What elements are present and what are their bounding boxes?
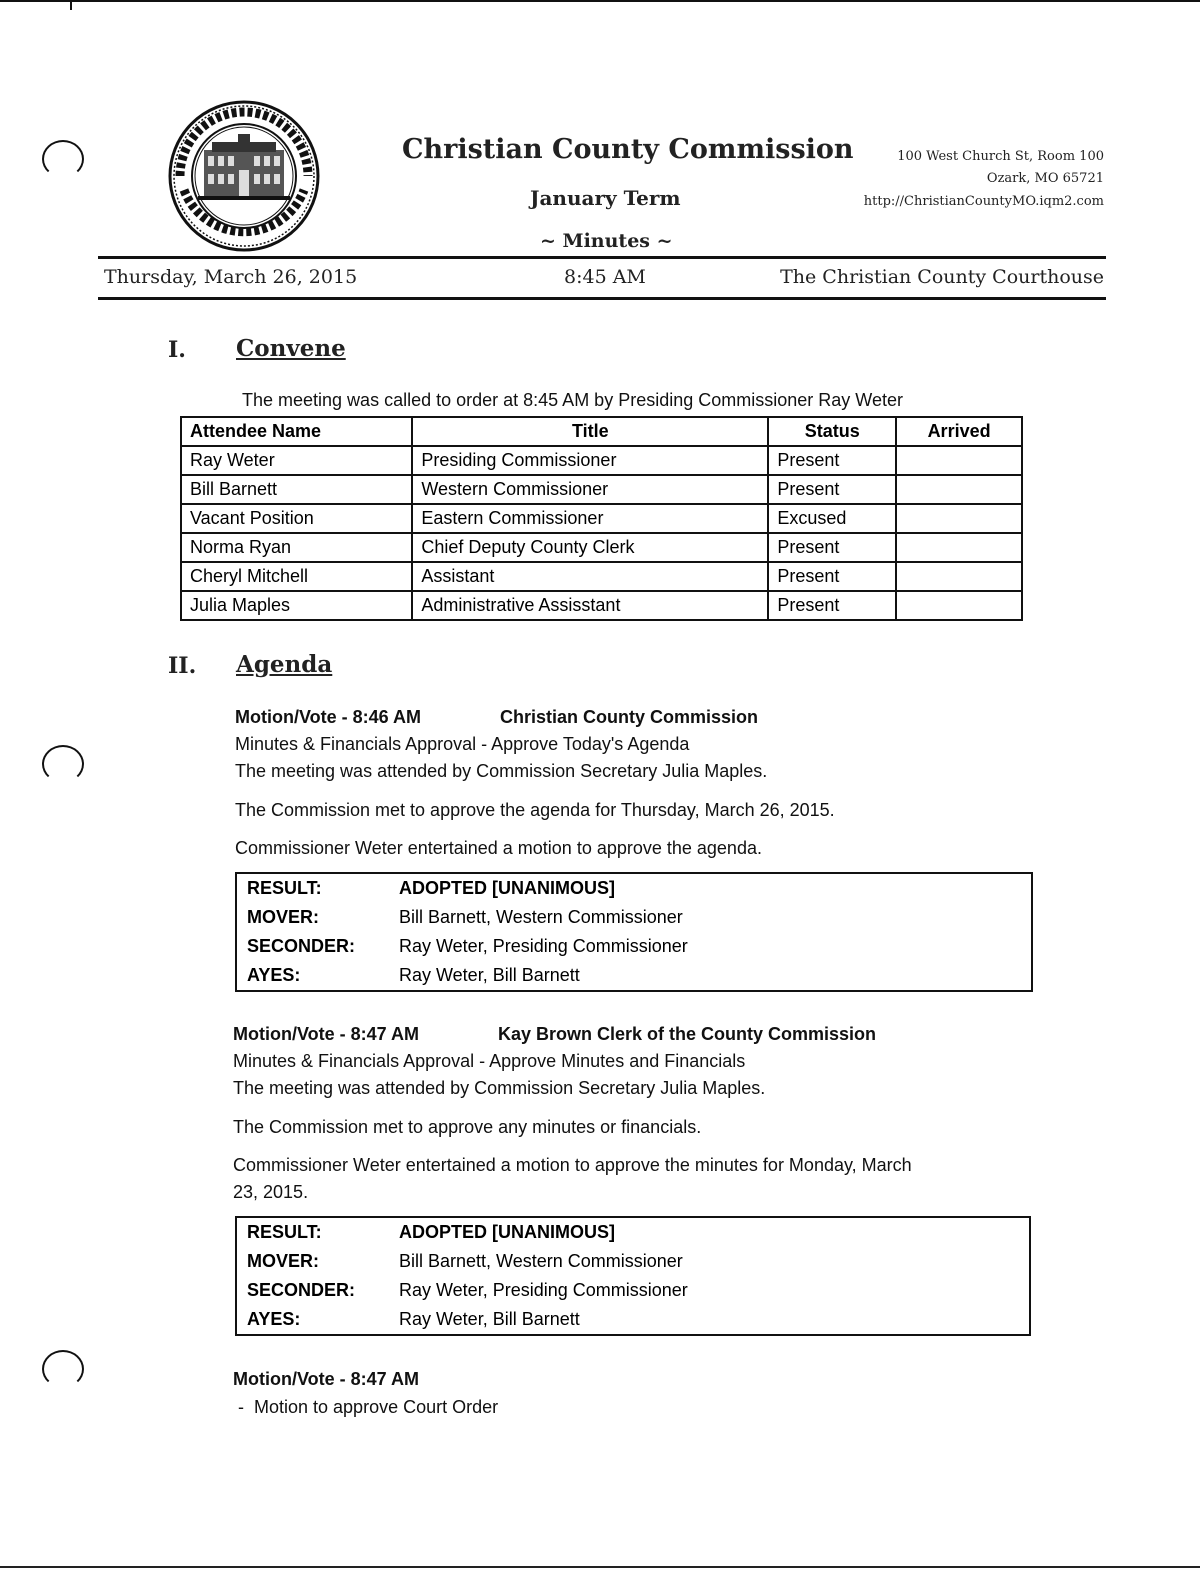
motion-subject: Minutes & Financials Approval - Approve Today's Agenda	[235, 734, 690, 754]
section-title: Agenda	[236, 651, 333, 678]
attendee-title: Chief Deputy County Clerk	[412, 533, 768, 562]
attendee-status: Present	[768, 533, 896, 562]
table-row	[181, 591, 1022, 620]
motion-paragraph: Commissioner Weter entertained a motion to approve the minutes for Monday, March	[233, 1155, 912, 1175]
attendee-arrived	[896, 533, 1022, 562]
vote-row	[237, 874, 1031, 903]
attendee-title: Eastern Commissioner	[412, 504, 768, 533]
attendee-title: Assistant	[412, 562, 768, 591]
attendee-status: Present	[768, 446, 896, 475]
column-header: Arrived	[896, 417, 1022, 446]
vote-value: ADOPTED [UNANIMOUS]	[399, 878, 615, 898]
attendee-arrived	[896, 562, 1022, 591]
attendee-arrived	[896, 591, 1022, 620]
motion-heading: Motion/Vote - 8:46 AM	[235, 707, 421, 727]
vote-value: Ray Weter, Presiding Commissioner	[399, 936, 688, 956]
convene-intro: The meeting was called to order at 8:45 AM by Presiding Commissioner Ray Weter	[242, 390, 903, 410]
table-header-row	[181, 417, 1022, 446]
vote-label: RESULT:	[247, 878, 322, 898]
motion-paragraph: The Commission met to approve any minutes or financials.	[233, 1117, 702, 1137]
motion-paragraph-continued: 23, 2015.	[233, 1182, 309, 1202]
attendee-status: Present	[768, 591, 896, 620]
vote-row	[237, 1276, 1029, 1305]
motion-subject: - Motion to approve Court Order	[233, 1397, 499, 1417]
motion-body: Christian County Commission	[500, 707, 759, 727]
vote-row	[237, 932, 1031, 961]
table-row	[181, 446, 1022, 475]
attendance-note: The meeting was attended by Commission Secretary Julia Maples.	[235, 761, 768, 781]
vote-label: RESULT:	[247, 1222, 322, 1242]
address-line-2: Ozark, MO 65721	[986, 171, 1104, 186]
vote-result-box	[235, 872, 1033, 992]
punch-hole-bottom	[42, 1350, 84, 1388]
vote-row	[237, 961, 1031, 990]
motion-heading: Motion/Vote - 8:47 AM	[233, 1369, 419, 1389]
attendee-status: Present	[768, 562, 896, 591]
vote-label: MOVER:	[247, 907, 319, 927]
page-edge-tick	[70, 0, 72, 10]
vote-row	[237, 903, 1031, 932]
punch-hole-top	[42, 140, 84, 178]
attendee-name: Julia Maples	[181, 591, 412, 620]
vote-value: Ray Weter, Bill Barnett	[399, 965, 580, 985]
section-number: I.	[168, 337, 186, 363]
column-header: Title	[412, 417, 768, 446]
attendee-name: Bill Barnett	[181, 475, 412, 504]
vote-row	[237, 1305, 1029, 1334]
attendee-name: Norma Ryan	[181, 533, 412, 562]
table-row	[181, 533, 1022, 562]
meeting-term: January Term	[530, 186, 681, 210]
attendee-name: Vacant Position	[181, 504, 412, 533]
attendance-table	[180, 416, 1023, 621]
attendee-title: Administrative Assisstant	[412, 591, 768, 620]
county-seal-logo	[168, 100, 320, 252]
vote-label: SECONDER:	[247, 936, 356, 956]
attendee-title: Western Commissioner	[412, 475, 768, 504]
attendee-arrived	[896, 446, 1022, 475]
table-row	[181, 562, 1022, 591]
attendee-status: Excused	[768, 504, 896, 533]
attendee-arrived	[896, 475, 1022, 504]
page-bottom-edge	[0, 1566, 1200, 1568]
punch-hole-middle	[42, 745, 84, 783]
vote-value: Ray Weter, Bill Barnett	[399, 1309, 580, 1329]
vote-value: Ray Weter, Presiding Commissioner	[399, 1280, 688, 1300]
attendee-title: Presiding Commissioner	[412, 446, 768, 475]
vote-label: MOVER:	[247, 1251, 319, 1271]
vote-value: ADOPTED [UNANIMOUS]	[399, 1222, 615, 1242]
header-rule-top	[98, 256, 1106, 259]
page-title: Christian County Commission	[402, 134, 854, 165]
meeting-location: The Christian County Courthouse	[780, 266, 1104, 288]
motion-paragraph: The Commission met to approve the agenda for Thursday, March 26, 2015.	[235, 800, 835, 820]
meeting-date: Thursday, March 26, 2015	[104, 266, 358, 288]
header-rule-bottom	[98, 297, 1106, 300]
minutes-label: ~ Minutes ~	[540, 230, 673, 252]
section-number: II.	[168, 653, 197, 679]
vote-row	[237, 1218, 1029, 1247]
page-top-edge	[0, 0, 1200, 8]
website-link: http://ChristianCountyMO.iqm2.com	[863, 194, 1104, 209]
motion-paragraph: Commissioner Weter entertained a motion to approve the agenda.	[235, 838, 762, 858]
attendee-arrived	[896, 504, 1022, 533]
vote-row	[237, 1247, 1029, 1276]
attendee-name: Ray Weter	[181, 446, 412, 475]
attendance-note: The meeting was attended by Commission Secretary Julia Maples.	[233, 1078, 766, 1098]
motion-heading: Motion/Vote - 8:47 AM	[233, 1024, 419, 1044]
vote-label: AYES:	[247, 1309, 301, 1329]
meeting-time: 8:45 AM	[564, 266, 646, 288]
motion-subject: Minutes & Financials Approval - Approve Minutes and Financials	[233, 1051, 746, 1071]
vote-result-box	[235, 1216, 1031, 1336]
attendee-name: Cheryl Mitchell	[181, 562, 412, 591]
vote-value: Bill Barnett, Western Commissioner	[399, 1251, 683, 1271]
address-line-1: 100 West Church St, Room 100	[897, 149, 1104, 164]
column-header: Status	[768, 417, 896, 446]
vote-value: Bill Barnett, Western Commissioner	[399, 907, 683, 927]
table-row	[181, 475, 1022, 504]
motion-body: Kay Brown Clerk of the County Commission	[498, 1024, 877, 1044]
vote-label: AYES:	[247, 965, 301, 985]
table-row	[181, 504, 1022, 533]
section-title: Convene	[236, 335, 346, 362]
attendee-status: Present	[768, 475, 896, 504]
column-header: Attendee Name	[181, 417, 412, 446]
vote-label: SECONDER:	[247, 1280, 356, 1300]
